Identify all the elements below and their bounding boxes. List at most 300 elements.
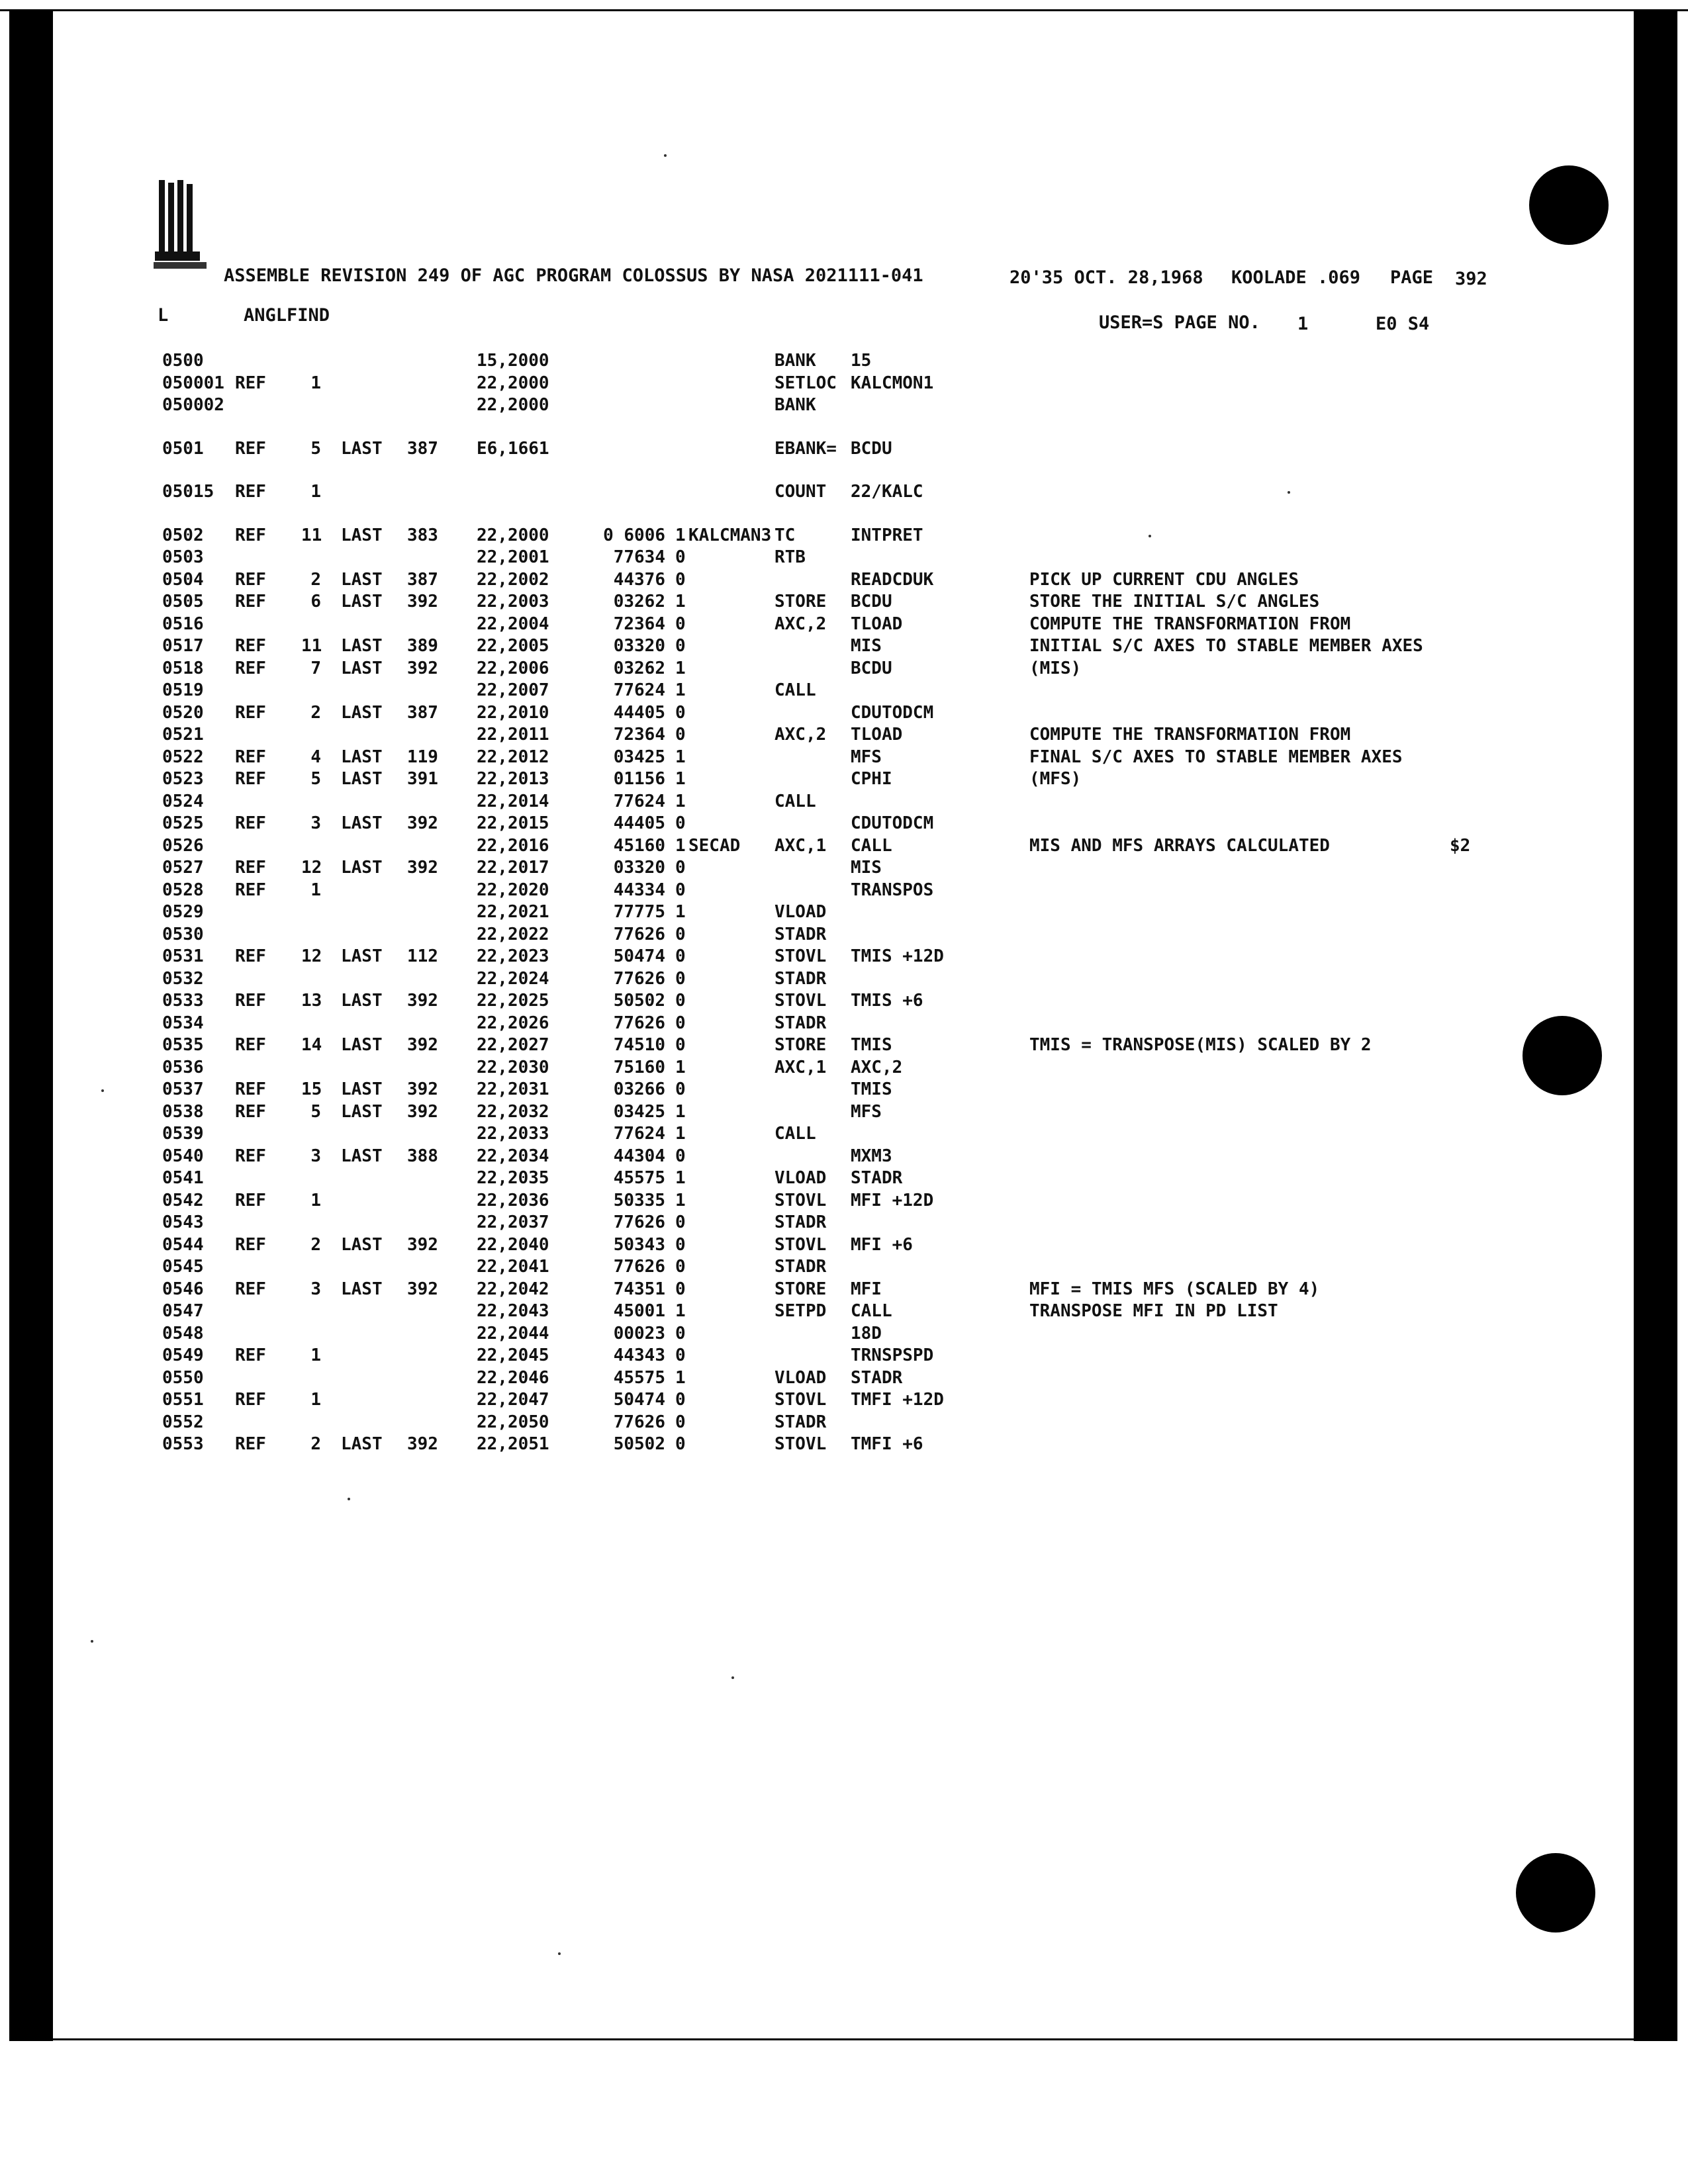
ref-marker: REF <box>235 525 266 545</box>
listing-row <box>162 902 1486 925</box>
parity-bit: 0 <box>675 1434 686 1454</box>
opcode: COUNT <box>774 482 827 502</box>
line-number: 0532 <box>162 968 204 989</box>
last-page: 388 <box>407 1146 438 1166</box>
octal-word: 03425 <box>613 747 665 767</box>
line-number: 0544 <box>162 1234 204 1255</box>
line-number: 0516 <box>162 614 204 634</box>
page-number: 392 <box>1455 269 1487 289</box>
opcode: CALL <box>774 1124 816 1144</box>
operand: MIS <box>851 636 882 656</box>
last-page: 392 <box>407 592 438 612</box>
ref-count: 11 <box>301 636 322 656</box>
line-number: 0530 <box>162 924 204 944</box>
address: 22,2024 <box>477 968 549 989</box>
ref-marker: REF <box>235 991 266 1011</box>
ref-count: 1 <box>310 1190 321 1210</box>
operand: BCDU <box>851 438 892 459</box>
line-number: 0501 <box>162 438 204 459</box>
parity-bit: 0 <box>675 702 686 723</box>
ref-count: 1 <box>310 482 321 502</box>
opcode: CALL <box>774 680 816 700</box>
line-number: 0503 <box>162 547 204 567</box>
listing-row <box>162 1102 1486 1124</box>
last-marker: LAST <box>341 1079 383 1099</box>
opcode: AXC,1 <box>774 1057 827 1077</box>
opcode: STORE <box>774 592 827 612</box>
bottom-rule <box>9 2038 1677 2040</box>
address: 22,2046 <box>477 1367 549 1388</box>
opcode: VLOAD <box>774 1168 827 1188</box>
address: 22,2051 <box>477 1434 549 1454</box>
line-number: 0519 <box>162 680 204 700</box>
line-number: 0529 <box>162 902 204 922</box>
listing-row <box>162 813 1486 836</box>
line-number: 0518 <box>162 658 204 678</box>
scan-speck <box>664 154 667 157</box>
parity-bit: 0 <box>675 946 686 966</box>
address: 22,2003 <box>477 592 549 612</box>
last-marker: LAST <box>341 1279 383 1299</box>
operand: CDUTODCM <box>851 813 934 833</box>
last-marker: LAST <box>341 636 383 656</box>
octal-word: 74510 <box>613 1035 665 1055</box>
line-number: 0535 <box>162 1035 204 1055</box>
operand: CALL <box>851 835 892 856</box>
comment: TRANSPOSE MFI IN PD LIST <box>1029 1301 1278 1321</box>
scan-speck <box>101 1089 104 1092</box>
opcode: STORE <box>774 1279 827 1299</box>
listing-row <box>162 991 1486 1013</box>
operand: STADR <box>851 1168 903 1188</box>
address: 22,2041 <box>477 1257 549 1277</box>
line-number: 0546 <box>162 1279 204 1299</box>
address: 22,2047 <box>477 1390 549 1410</box>
ref-count: 2 <box>310 1234 321 1255</box>
opcode: STADR <box>774 1212 827 1232</box>
ref-marker: REF <box>235 1390 266 1410</box>
operand: MFI <box>851 1279 882 1299</box>
comment: STORE THE INITIAL S/C ANGLES <box>1029 592 1320 612</box>
binder-hole-middle <box>1523 1016 1602 1095</box>
last-marker: LAST <box>341 702 383 723</box>
ref-marker: REF <box>235 769 266 789</box>
ref-marker: REF <box>235 1345 266 1365</box>
octal-word: 77626 <box>613 1212 665 1232</box>
line-number: 0547 <box>162 1301 204 1321</box>
address: 22,2036 <box>477 1190 549 1210</box>
scan-speck <box>348 1498 350 1500</box>
listing-row <box>162 946 1486 969</box>
binder-hole-top <box>1529 165 1609 245</box>
octal-word: 45001 <box>613 1301 665 1321</box>
line-number: 0538 <box>162 1101 204 1122</box>
line-number: 0523 <box>162 769 204 789</box>
parity-bit: 0 <box>675 725 686 745</box>
listing-row <box>162 1434 1486 1457</box>
parity-bit: 0 <box>675 547 686 567</box>
operand: MXM3 <box>851 1146 892 1166</box>
address: 22,2040 <box>477 1234 549 1255</box>
scan-speck <box>1149 535 1151 537</box>
last-page: 392 <box>407 858 438 878</box>
listing-row <box>162 1324 1486 1346</box>
comment: COMPUTE THE TRANSFORMATION FROM <box>1029 725 1351 745</box>
last-marker: LAST <box>341 1434 383 1454</box>
octal-word: 77624 <box>613 791 665 811</box>
ref-marker: REF <box>235 1101 266 1122</box>
listing-row <box>162 1079 1486 1102</box>
operand: MFS <box>851 1101 882 1122</box>
opcode: STADR <box>774 1412 827 1432</box>
last-marker: LAST <box>341 769 383 789</box>
octal-word: 77624 <box>613 680 665 700</box>
operand: MFS <box>851 747 882 767</box>
operand: TMIS <box>851 1035 892 1055</box>
address: 22,2000 <box>477 373 549 393</box>
opcode: EBANK= <box>774 438 837 459</box>
octal-word: 03262 <box>613 658 665 678</box>
parity-bit: 1 <box>675 525 686 545</box>
binder-hole-bottom <box>1516 1853 1595 1933</box>
opcode: BANK <box>774 395 816 415</box>
line-number: 0534 <box>162 1013 204 1033</box>
listing-row <box>162 769 1486 792</box>
listing-row <box>162 1368 1486 1390</box>
page-label: PAGE <box>1390 267 1434 288</box>
opcode: AXC,1 <box>774 835 827 856</box>
octal-word: 50335 <box>613 1190 665 1210</box>
last-page: 391 <box>407 769 438 789</box>
line-number: 0502 <box>162 525 204 545</box>
listing-row <box>162 570 1486 592</box>
line-number: 0540 <box>162 1146 204 1166</box>
address: 22,2045 <box>477 1345 549 1365</box>
parity-bit: 0 <box>675 1390 686 1410</box>
comment: TMIS = TRANSPOSE(MIS) SCALED BY 2 <box>1029 1035 1372 1055</box>
last-marker: LAST <box>341 1035 383 1055</box>
last-page: 392 <box>407 1101 438 1122</box>
ref-count: 12 <box>301 946 322 966</box>
ref-marker: REF <box>235 1146 266 1166</box>
ref-marker: REF <box>235 482 266 502</box>
opcode: VLOAD <box>774 1367 827 1388</box>
octal-word: 0 6006 <box>603 525 665 545</box>
listing-row <box>162 792 1486 814</box>
parity-bit: 1 <box>675 1057 686 1077</box>
last-marker: LAST <box>341 569 383 590</box>
listing-row <box>162 1390 1486 1412</box>
operand: 15 <box>851 351 872 371</box>
address: 22,2014 <box>477 791 549 811</box>
parity-bit: 0 <box>675 1234 686 1255</box>
ref-marker: REF <box>235 858 266 878</box>
parity-bit: 1 <box>675 1301 686 1321</box>
comment: FINAL S/C AXES TO STABLE MEMBER AXES <box>1029 747 1403 767</box>
last-marker: LAST <box>341 813 383 833</box>
ref-marker: REF <box>235 636 266 656</box>
operand: TMFI +6 <box>851 1434 923 1454</box>
opcode: RTB <box>774 547 806 567</box>
parity-bit: 0 <box>675 924 686 944</box>
listing-row <box>162 1058 1486 1080</box>
listing-row <box>162 1168 1486 1191</box>
operand: 22/KALC <box>851 482 923 502</box>
last-page: 387 <box>407 569 438 590</box>
line-number: 050002 <box>162 395 224 415</box>
line-number: 0524 <box>162 791 204 811</box>
parity-bit: 1 <box>675 1101 686 1122</box>
comment: MFI = TMIS MFS (SCALED BY 4) <box>1029 1279 1320 1299</box>
address: 22,2000 <box>477 395 549 415</box>
octal-word: 77626 <box>613 1013 665 1033</box>
opcode: CALL <box>774 791 816 811</box>
last-page: 392 <box>407 813 438 833</box>
printer-logo-icon <box>154 180 208 273</box>
ref-marker: REF <box>235 1434 266 1454</box>
operand: INTPRET <box>851 525 923 545</box>
octal-word: 50474 <box>613 946 665 966</box>
ref-count: 1 <box>310 880 321 900</box>
parity-bit: 0 <box>675 813 686 833</box>
left-margin-bar <box>9 9 53 2041</box>
ref-count: 2 <box>310 569 321 590</box>
parity-bit: 1 <box>675 791 686 811</box>
ref-count: 11 <box>301 525 322 545</box>
octal-word: 74351 <box>613 1279 665 1299</box>
listing-row <box>162 1257 1486 1279</box>
line-number: 0521 <box>162 725 204 745</box>
parity-bit: 1 <box>675 769 686 789</box>
last-marker: LAST <box>341 1101 383 1122</box>
ref-count: 5 <box>310 769 321 789</box>
ref-marker: REF <box>235 880 266 900</box>
line-number: 050001 <box>162 373 224 393</box>
listing-row <box>162 880 1486 903</box>
listing-row <box>162 659 1486 681</box>
address: 22,2031 <box>477 1079 549 1099</box>
ref-marker: REF <box>235 373 266 393</box>
parity-bit: 0 <box>675 1412 686 1432</box>
parity-bit: 0 <box>675 968 686 989</box>
octal-word: 77626 <box>613 968 665 989</box>
line-number: 0505 <box>162 592 204 612</box>
listing-row <box>162 725 1486 747</box>
opcode: BANK <box>774 351 816 371</box>
address: 22,2006 <box>477 658 549 678</box>
octal-word: 45575 <box>613 1367 665 1388</box>
last-marker: LAST <box>341 438 383 459</box>
octal-word: 45160 <box>613 835 665 856</box>
last-page: 387 <box>407 438 438 459</box>
last-marker: LAST <box>341 525 383 545</box>
listing-row <box>162 680 1486 703</box>
scan-speck <box>558 1952 561 1955</box>
line-number: 0551 <box>162 1390 204 1410</box>
ref-count: 4 <box>310 747 321 767</box>
line-number: 0520 <box>162 702 204 723</box>
line-number: 0553 <box>162 1434 204 1454</box>
last-marker: LAST <box>341 747 383 767</box>
last-marker: LAST <box>341 991 383 1011</box>
address: E6,1661 <box>477 438 549 459</box>
octal-word: 00023 <box>613 1323 665 1343</box>
ref-count: 1 <box>310 373 321 393</box>
operand: TRANSPOS <box>851 880 934 900</box>
parity-bit: 1 <box>675 658 686 678</box>
ref-count: 14 <box>301 1035 322 1055</box>
user-page-label: USER=S PAGE NO. <box>1099 312 1260 333</box>
opcode: SETPD <box>774 1301 827 1321</box>
ref-count: 2 <box>310 1434 321 1454</box>
parity-bit: 0 <box>675 1279 686 1299</box>
ref-marker: REF <box>235 946 266 966</box>
assembly-listing <box>162 351 1486 1457</box>
address: 22,2013 <box>477 769 549 789</box>
octal-word: 44376 <box>613 569 665 590</box>
ref-marker: REF <box>235 747 266 767</box>
last-marker: LAST <box>341 858 383 878</box>
octal-word: 77634 <box>613 547 665 567</box>
address: 22,2012 <box>477 747 549 767</box>
symbol-label: KALCMAN3 <box>688 525 772 545</box>
operand: 18D <box>851 1323 882 1343</box>
octal-word: 77626 <box>613 1257 665 1277</box>
opcode: STOVL <box>774 946 827 966</box>
line-number: 0531 <box>162 946 204 966</box>
listing-row <box>162 1191 1486 1213</box>
listing-row <box>162 1301 1486 1324</box>
last-page: 119 <box>407 747 438 767</box>
parity-bit: 0 <box>675 1212 686 1232</box>
ref-marker: REF <box>235 1279 266 1299</box>
address: 22,2043 <box>477 1301 549 1321</box>
ref-count: 7 <box>310 658 321 678</box>
comment: MIS AND MFS ARRAYS CALCULATED <box>1029 835 1330 856</box>
address: 22,2025 <box>477 991 549 1011</box>
listing-row <box>162 1279 1486 1302</box>
listing-row <box>162 592 1486 614</box>
opcode: SETLOC <box>774 373 837 393</box>
line-number: 0517 <box>162 636 204 656</box>
opcode: VLOAD <box>774 902 827 922</box>
parity-bit: 1 <box>675 835 686 856</box>
line-number: 0537 <box>162 1079 204 1099</box>
ref-marker: REF <box>235 592 266 612</box>
ref-marker: REF <box>235 702 266 723</box>
ref-count: 6 <box>310 592 321 612</box>
last-page: 392 <box>407 658 438 678</box>
ref-count: 3 <box>310 813 321 833</box>
line-number: 0542 <box>162 1190 204 1210</box>
address: 22,2020 <box>477 880 549 900</box>
octal-word: 03266 <box>613 1079 665 1099</box>
parity-bit: 0 <box>675 1323 686 1343</box>
line-number: 0541 <box>162 1168 204 1188</box>
opcode: STOVL <box>774 1434 827 1454</box>
operand: CDUTODCM <box>851 702 934 723</box>
last-page: 389 <box>407 636 438 656</box>
operand: BCDU <box>851 658 892 678</box>
address: 22,2005 <box>477 636 549 656</box>
octal-word: 50343 <box>613 1234 665 1255</box>
operand: TLOAD <box>851 614 903 634</box>
octal-word: 44405 <box>613 813 665 833</box>
octal-word: 72364 <box>613 725 665 745</box>
address: 22,2027 <box>477 1035 549 1055</box>
last-page: 112 <box>407 946 438 966</box>
operand: TMIS <box>851 1079 892 1099</box>
address: 22,2022 <box>477 924 549 944</box>
octal-word: 77775 <box>613 902 665 922</box>
octal-word: 50474 <box>613 1390 665 1410</box>
address: 22,2017 <box>477 858 549 878</box>
parity-bit: 0 <box>675 991 686 1011</box>
parity-bit: 0 <box>675 858 686 878</box>
ref-count: 1 <box>310 1345 321 1365</box>
opcode: STOVL <box>774 1234 827 1255</box>
line-number: 0528 <box>162 880 204 900</box>
log-section-name: ANGLFIND <box>244 305 330 326</box>
opcode: STOVL <box>774 991 827 1011</box>
ref-marker: REF <box>235 438 266 459</box>
top-rule <box>0 9 1688 11</box>
address: 22,2042 <box>477 1279 549 1299</box>
last-marker: LAST <box>341 1146 383 1166</box>
parity-bit: 1 <box>675 1168 686 1188</box>
listing-title: ASSEMBLE REVISION 249 OF AGC PROGRAM COLOSSUS BY NASA 2021111-041 <box>224 265 923 286</box>
listing-row <box>162 373 1486 396</box>
opcode: AXC,2 <box>774 725 827 745</box>
parity-bit: 0 <box>675 1257 686 1277</box>
octal-word: 03262 <box>613 592 665 612</box>
line-number: 0536 <box>162 1057 204 1077</box>
address: 22,2021 <box>477 902 549 922</box>
last-page: 392 <box>407 1079 438 1099</box>
parity-bit: 1 <box>675 680 686 700</box>
parity-bit: 0 <box>675 636 686 656</box>
user-page-number: 1 <box>1297 314 1309 334</box>
line-number: 0504 <box>162 569 204 590</box>
comment: (MFS) <box>1029 769 1082 789</box>
last-marker: LAST <box>341 1234 383 1255</box>
octal-word: 03320 <box>613 636 665 656</box>
address: 22,2002 <box>477 569 549 590</box>
scan-speck <box>1288 491 1290 494</box>
operand: TMIS +6 <box>851 991 923 1011</box>
listing-row <box>162 836 1486 858</box>
last-page: 383 <box>407 525 438 545</box>
listing-row <box>162 858 1486 880</box>
parity-bit: 0 <box>675 1079 686 1099</box>
listing-row <box>162 747 1486 770</box>
operand: MFI +12D <box>851 1190 934 1210</box>
address: 22,2050 <box>477 1412 549 1432</box>
octal-word: 77626 <box>613 1412 665 1432</box>
line-number: 0550 <box>162 1367 204 1388</box>
address: 22,2004 <box>477 614 549 634</box>
ref-marker: REF <box>235 1234 266 1255</box>
ref-count: 3 <box>310 1146 321 1166</box>
operand: TMIS +12D <box>851 946 944 966</box>
operand: CALL <box>851 1301 892 1321</box>
line-number: 0543 <box>162 1212 204 1232</box>
ref-count: 2 <box>310 702 321 723</box>
ref-marker: REF <box>235 658 266 678</box>
address: 22,2015 <box>477 813 549 833</box>
line-number: 05015 <box>162 482 214 502</box>
ref-count: 5 <box>310 438 321 459</box>
